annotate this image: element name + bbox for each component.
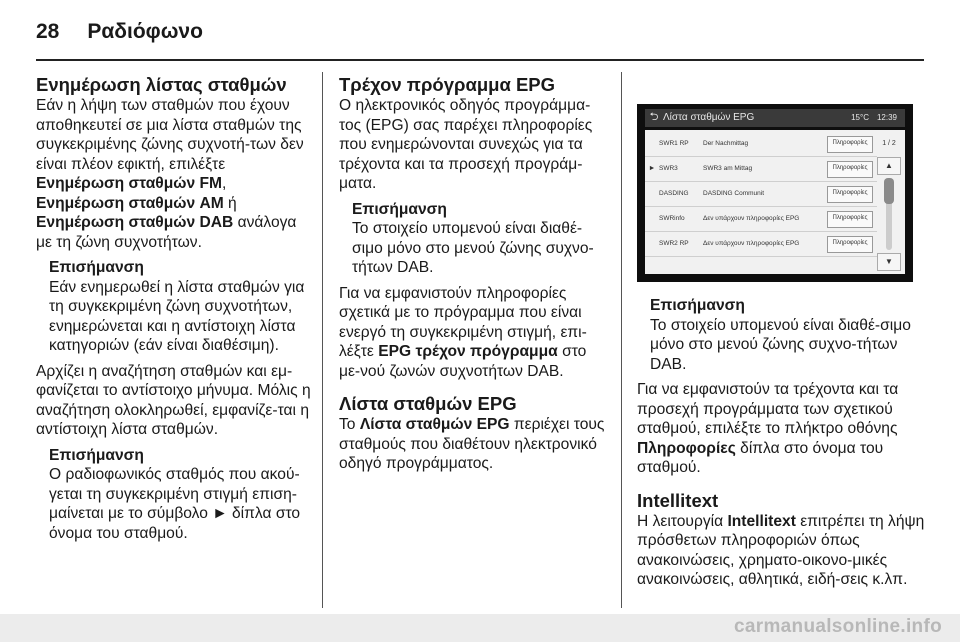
column-right (637, 74, 929, 596)
current-station-icon: ► (648, 165, 656, 173)
paragraph-epg-list: Το Λίστα σταθμών EPG περιέχει τους σταθμούς που διαθέτουν ηλεκτρονικό οδηγό προγράμματος. (339, 416, 605, 472)
note-text: Το στοιχείο υπομενού είναι διαθέ-σιμο μόνο στο μενού ζώνης συχνο-τήτων DAB. (650, 316, 911, 373)
note-title: Επισήμανση (49, 259, 144, 276)
station-row[interactable] (645, 157, 877, 182)
column-middle (339, 74, 610, 480)
station-name: SWRinfo (659, 215, 685, 223)
column-divider (322, 72, 323, 608)
note-title: Επισήμανση (49, 446, 144, 464)
paragraph-intellitext: Η λειτουργία Intellitext επιτρέπει τη λήψη πρόσθετων πληροφοριών όπως ανακοινώσεις, χρηματο-οικονο-μικές ανακοινώσεις, αθλητικά, ειδή-σεις κ.λπ. (637, 512, 925, 588)
clock: 12:39 (876, 113, 897, 123)
station-name: SWR2 RP (659, 240, 689, 248)
paragraph-info-button: Για να εμφανιστούν τα τρέχοντα και τα προσεχή προγράμματα των σχετικού σταθμού, επιλέξτε το πλήκτρο οθόνης Πληροφορίες δίπλα στο όνομα του σταθμού. (637, 381, 899, 476)
option-update-dab: Ενημέρωση σταθμών DAB (36, 214, 234, 231)
paragraph-epg-intro: Ο ηλεκτρονικός οδηγός προγράμμα-τος (EPG) σας παρέχει πληροφορίες που ενημερώνονται συνεχώς για τα τρέχοντα και τα προσεχή προγράμ-ματα. (339, 97, 593, 192)
info-button[interactable]: Πληροφορίες (827, 186, 873, 203)
heading-intellitext: Intellitext (637, 489, 719, 511)
program-name: Der Nachmittag (703, 140, 749, 148)
program-name: Δεν υπάρχουν πληροφορίες EPG (703, 240, 800, 248)
station-list-panel (645, 130, 905, 274)
info-button[interactable]: Πληροφορίες (827, 161, 873, 178)
note-box (650, 296, 929, 374)
station-name: SWR3 (659, 165, 678, 173)
station-row[interactable] (645, 232, 877, 257)
page-indicator: 1 / 2 (882, 140, 896, 147)
info-button[interactable]: Πληροφορίες (827, 136, 873, 153)
option-update-fm: Ενημέρωση σταθμών FM (36, 175, 222, 192)
footer-bar (0, 614, 960, 642)
note-text: Εάν ενημερωθεί η λίστα σταθμών για τη συγκεκριμένη ζώνη συχνοτήτων, ενημερώνεται και η αντίστοιχη λίστα κατηγοριών (εάν είναι διαθέσιμη). (49, 278, 305, 354)
epg-screenshot (637, 104, 913, 282)
note-title: Επισήμανση (650, 297, 745, 314)
watermark: carmanualsonline.info (734, 616, 942, 637)
section-title: Ραδιόφωνο (87, 20, 203, 43)
screen-title: Λίστα σταθμών EPG (663, 112, 755, 124)
temperature: 15°C (851, 113, 869, 123)
station-row[interactable] (645, 207, 877, 232)
program-name: SWR3 am Mittag (703, 165, 753, 173)
heading-update-station-list: Ενημέρωση λίστας σταθμών (36, 74, 287, 95)
heading-epg-station-list: Λίστα σταθμών EPG (339, 393, 517, 414)
option-update-am: Ενημέρωση σταθμών AM (36, 194, 224, 212)
play-marker-icon: ► (212, 505, 228, 522)
info-button[interactable]: Πληροφορίες (827, 236, 873, 253)
back-arrow-icon[interactable]: ⮌ (649, 111, 659, 124)
paragraph-epg-current: Για να εμφανιστούν πληροφορίες σχετικά με το πρόγραμμα που είναι ενεργό τη συγκεκριμένη στιγμή, επι-λέξτε EPG τρέχον πρόγραμμα στο με-νού ζωνών συχνοτήτων DAB. (339, 284, 587, 380)
note-text: Το στοιχείο υπομενού είναι διαθέ-σιμο μόνο στο μενού ζώνης συχνο-τήτων DAB. (352, 220, 594, 276)
program-name: DASDING Communit (703, 190, 765, 198)
scroll-controls (877, 132, 901, 272)
info-button[interactable]: Πληροφορίες (827, 211, 873, 228)
station-row[interactable] (645, 132, 877, 157)
column-left (36, 74, 311, 549)
note-box (352, 200, 610, 278)
header-rule (36, 59, 924, 61)
note-title: Επισήμανση (352, 200, 447, 218)
column-divider (621, 72, 622, 608)
note-box (49, 258, 311, 356)
page-header (36, 14, 203, 50)
scroll-up-button[interactable]: ▲ (877, 157, 901, 175)
paragraph-update: Εάν η λήψη των σταθμών που έχουν αποθηκευτεί σε μια λίστα σταθμών της συγκεκριμένης ζώνης συχνοτή-των δεν είναι πλέον εφικτή, επιλέξτε Ενημέρωση σταθμών FM, Ενημέρωση σταθμών AM ή Ενημέρωση σταθμών DAB ανάλογα με τη ζώνη συχνοτήτων. (36, 97, 304, 251)
note-box: Επισήμανση Ο ραδιοφωνικός σταθμός που ακού-γεται τη συγκεκριμένη στιγμή επιση-μαίνεται με το σύμβολο ► δίπλα στο όνομα του σταθμού. (49, 446, 311, 544)
scroll-down-button[interactable]: ▼ (877, 253, 901, 271)
station-name: SWR1 RP (659, 140, 689, 148)
paragraph-search: Αρχίζει η αναζήτηση σταθμών και εμ-φανίζεται το αντίστοιχο μήνυμα. Μόλις η αναζήτηση ολοκληρωθεί, εμφανίζε-ται η αντίστοιχη λίστα σταθμών. (36, 362, 311, 438)
scrollbar[interactable] (886, 178, 892, 250)
station-name: DASDING (659, 190, 689, 198)
station-row[interactable] (645, 182, 877, 207)
scrollbar-thumb[interactable] (884, 178, 894, 204)
heading-current-epg: Τρέχον πρόγραμμα EPG (339, 74, 556, 95)
page-number: 28 (36, 20, 60, 43)
program-name: Δεν υπάρχουν πληροφορίες EPG (703, 215, 800, 223)
station-rows (645, 132, 877, 257)
screen-title-bar (645, 109, 905, 127)
